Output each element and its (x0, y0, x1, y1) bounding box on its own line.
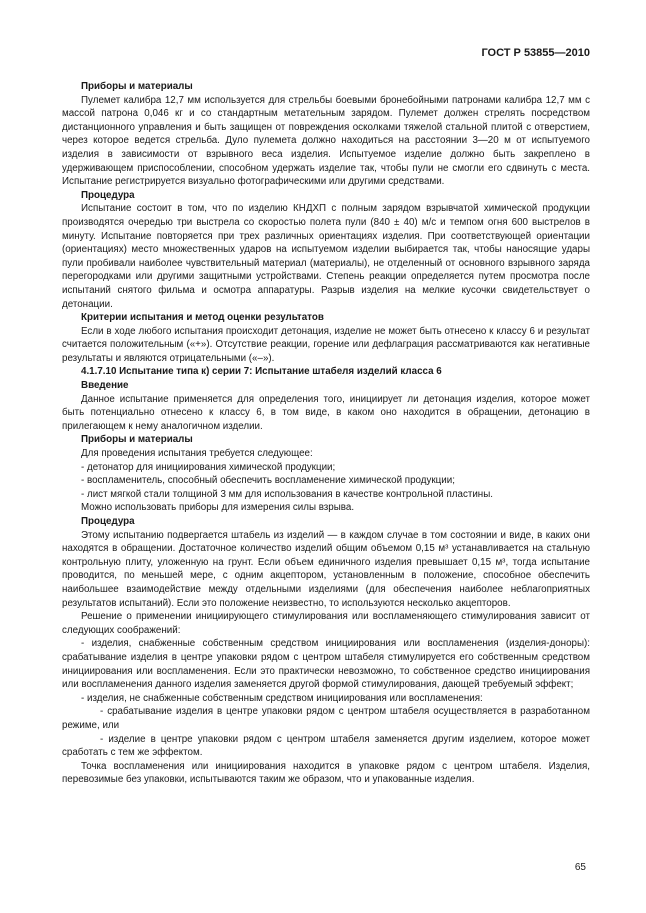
section-heading-procedure-2: Процедура (81, 516, 135, 527)
section-heading-criteria: Критерии испытания и метод оценки результатов (81, 312, 324, 324)
list-item-donor-articles: - изделия, снабженные собственным средством инициирования или воспламенения (изделия-доноры): срабатывание изделия в центре упаковки рядом с центром штабеля стимулируется его собственным средством инициирования или воспламенения. Если это практически невозможно, то собственное средство инициирования или воспламенения данного изделия заменяется другой формой стимулирования, дающей требуемый эффект; (62, 638, 590, 691)
paragraph-introduction: Данное испытание применяется для определения того, инициирует ли детонация изделия, которое может быть потенциально отнесено к классу 6, в том виде, в каком оно находится в обращении, детонацию в прилегающем к нему аналогичном изделии. (62, 393, 590, 432)
paragraph-criteria: Если в ходе любого испытания происходит детонация, изделие не может быть отнесено к классу 6 и результат считается положительным («+»). Отсутствие реакции, горение или дефлаграция рассматриваются как негативные результаты и являются отрицательными («–»). (62, 325, 590, 364)
list-item-replacement: - изделие в центре упаковки рядом с центром штабеля заменяется другим изделием, которое может сработать с тем же эффектом. (62, 733, 590, 759)
list-item-designed-mode: - срабатывание изделия в центре упаковки рядом с центром штабеля осуществляется в разработанном режиме, или (62, 706, 590, 731)
section-heading-procedure: Процедура (81, 189, 135, 201)
paragraph-requirements: Для проведения испытания требуется следующее: (81, 448, 313, 460)
list-item-detonator: - детонатор для инициирования химической продукции; (81, 461, 336, 473)
section-heading-introduction: Введение (81, 380, 129, 392)
paragraph-stack-procedure: Этому испытанию подвергается штабель из изделий — в каждом случае в том состоянии и виде, в каких они находятся в обращении. Достаточное количество изделий общим объемом 0,15 м³ устанавливается на стальную контрольную плиту, уложенную на грунт. Если объем единичного изделия превышает 0,15 м³, тогда испытание проводится, по меньшей мере, с одним акцептором, установленным в положение, способное обеспечить наибольшее взаимодействие между отдельными изделиями (для обеспечения наиболее неблагоприятных результатов испытаний). Если это положение неизвестно, то используются несколько акцепторов. (62, 529, 590, 609)
paragraph-ignition-point: Точка воспламенения или инициирования находится в упаковке рядом с центром штабеля. Изделия, перевозимые без упаковки, испытываются таким же образом, что и упакованные изделия. (62, 760, 590, 786)
subsection-heading-4-1-7-10: 4.1.7.10 Испытание типа к) серии 7: Испытание штабеля изделий класса 6 (81, 366, 442, 378)
list-item-steel-sheet: - лист мягкой стали толщиной 3 мм для использования в качестве контрольной пластины. (81, 488, 493, 500)
paragraph-decision: Решение о применении инициирующего стимулирования или воспламеняющего стимулирования зависит от следующих соображений: (62, 611, 590, 636)
standard-header: ГОСТ Р 53855—2010 (481, 47, 590, 59)
list-item-non-donor-articles: - изделия, не снабженные собственным средством инициирования или воспламенения: (81, 692, 483, 704)
page-number: 65 (574, 862, 586, 873)
page-content (62, 80, 590, 787)
paragraph-measuring-devices: Можно использовать приборы для измерения силы взрыва. (81, 502, 355, 514)
section-heading-instruments-2: Приборы и материалы (81, 434, 193, 446)
list-item-igniter: - воспламенитель, способный обеспечить воспламенение химической продукции; (81, 475, 455, 487)
paragraph-test-procedure: Испытание состоит в том, что по изделию КНДХП с полным зарядом взрывчатой химической продукции производятся очередью три выстрела со скоростью полета пули (840 ± 40) м/с и темпом огня 600 выстрелов в минуту. Испытание повторяется при трех различных ориентациях изделия. При соответствующей ориентации (ориентациях) место множественных ударов на испытуемом изделии выбирается так, чтобы наносящие удары пули пробивали наиболее чувствительный материал (материалы), не отделенный от основного взрывного заряда перегородками или другими защитными устройствами. Степень реакции определяется путем просмотра после испытаний снятого фильма и осмотра аппаратуры. Разрыв изделия на мелкие кусочки свидетельствует о детонации. (62, 203, 590, 310)
section-heading-instruments: Приборы и материалы (81, 81, 193, 92)
paragraph-machine-gun: Пулемет калибра 12,7 мм используется для стрельбы боевыми бронебойными патронами калибра 12,7 мм с массой патрона 0,046 кг и со стандартным метательным зарядом. Пулемет должен стрелять посредством дистанционного управления и быть защищен от повреждения осколками тяжелой стальной плитой с отверстием, через которое ведется стрельба. Дуло пулемета должно находиться на расстоянии 3—20 м от испытуемого изделия в зависимости от взрывного веса изделия. Испытуемое изделие должно быть закреплено в удерживающем приспособлении, способном удержать изделие так, чтобы пули не смогли его сдвинуть с места. Испытание регистрируется визуально фотографическими или другими средствами. (62, 94, 590, 188)
